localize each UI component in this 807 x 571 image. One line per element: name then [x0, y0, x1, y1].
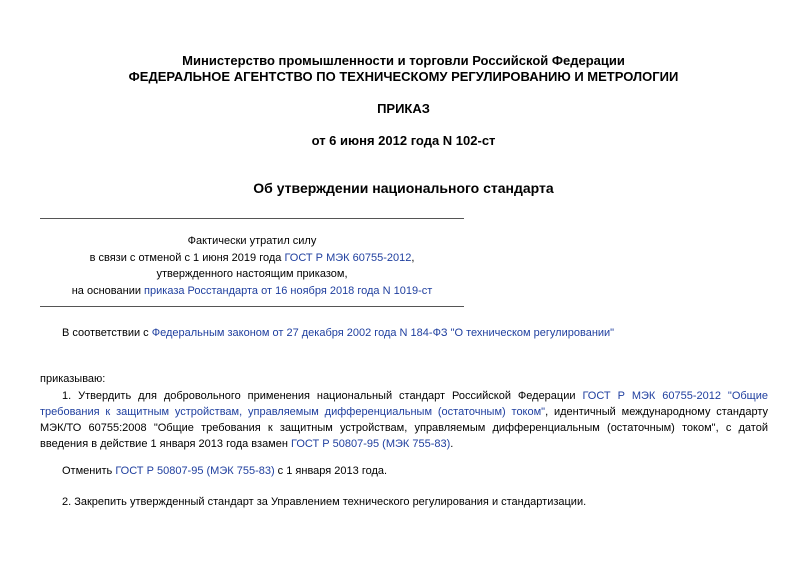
document-type: ПРИКАЗ	[377, 101, 430, 116]
status-note-line3: утвержденного настоящим приказом,	[156, 268, 348, 280]
status-note-line2-comma: ,	[411, 252, 415, 264]
document-date-number: от 6 июня 2012 года N 102-ст	[311, 133, 496, 148]
item-1-text: 1. Утвердить для добровольного применения национальный стандарт Российской Федерации	[62, 390, 583, 402]
gost-60755-full-link[interactable]: ГОСТ Р МЭК 60755-2012 "Общие требования к защитным устройствам, управляемым дифференциальным (остаточным) током"	[40, 390, 768, 418]
top-divider	[40, 218, 464, 219]
ministry-name: Министерство промышленности и торговли Российской Федерации	[182, 53, 625, 68]
agency-name: ФЕДЕРАЛЬНОЕ АГЕНТСТВО ПО ТЕХНИЧЕСКОМУ РЕГУЛИРОВАНИЮ И МЕТРОЛОГИИ	[128, 69, 679, 84]
cancel-text: Отменить	[62, 465, 116, 477]
item-1-middle-text: , идентичный международному стандарту МЭК/ТО 60755:2008 "Общие требования к защитным устройствам, управляемым дифференциальным (остаточным) током", с датой введения в действие 1 января 2013 года взамен	[40, 406, 768, 450]
preamble	[62, 327, 614, 339]
preamble-text: В соответствии с	[62, 327, 152, 339]
status-note-line4	[40, 285, 464, 297]
item-2-paragraph: 2. Закрепить утвержденный стандарт за Управлением технического регулирования и стандартизации.	[62, 496, 587, 508]
federal-law-link[interactable]: Федеральным законом от 27 декабря 2002 года N 184-ФЗ "О техническом регулировании"	[151, 327, 615, 339]
gost-60755-link[interactable]: ГОСТ Р МЭК 60755-2012	[284, 252, 412, 264]
status-note-line2-text: в связи с отменой с 1 июня 2019 года	[89, 252, 285, 264]
cancel-end-text: с 1 января 2013 года.	[274, 465, 388, 477]
item-1-end: .	[450, 438, 454, 450]
status-note-line2	[40, 252, 464, 264]
order-word: приказываю:	[40, 373, 106, 385]
item-1-paragraph	[40, 388, 768, 452]
gost-50807-cancel-link[interactable]: ГОСТ Р 50807-95 (МЭК 755-83)	[115, 465, 275, 477]
gost-50807-link[interactable]: ГОСТ Р 50807-95 (МЭК 755-83)	[291, 438, 451, 450]
bottom-divider	[40, 306, 464, 307]
status-note-line1: Фактически утратил силу	[187, 235, 317, 247]
cancel-paragraph	[62, 465, 387, 477]
rosstandart-order-link[interactable]: приказа Росстандарта от 16 ноября 2018 года N 1019-ст	[144, 285, 433, 297]
status-note-line4-text: на основании	[71, 285, 145, 297]
document-subject: Об утверждении национального стандарта	[253, 180, 554, 196]
